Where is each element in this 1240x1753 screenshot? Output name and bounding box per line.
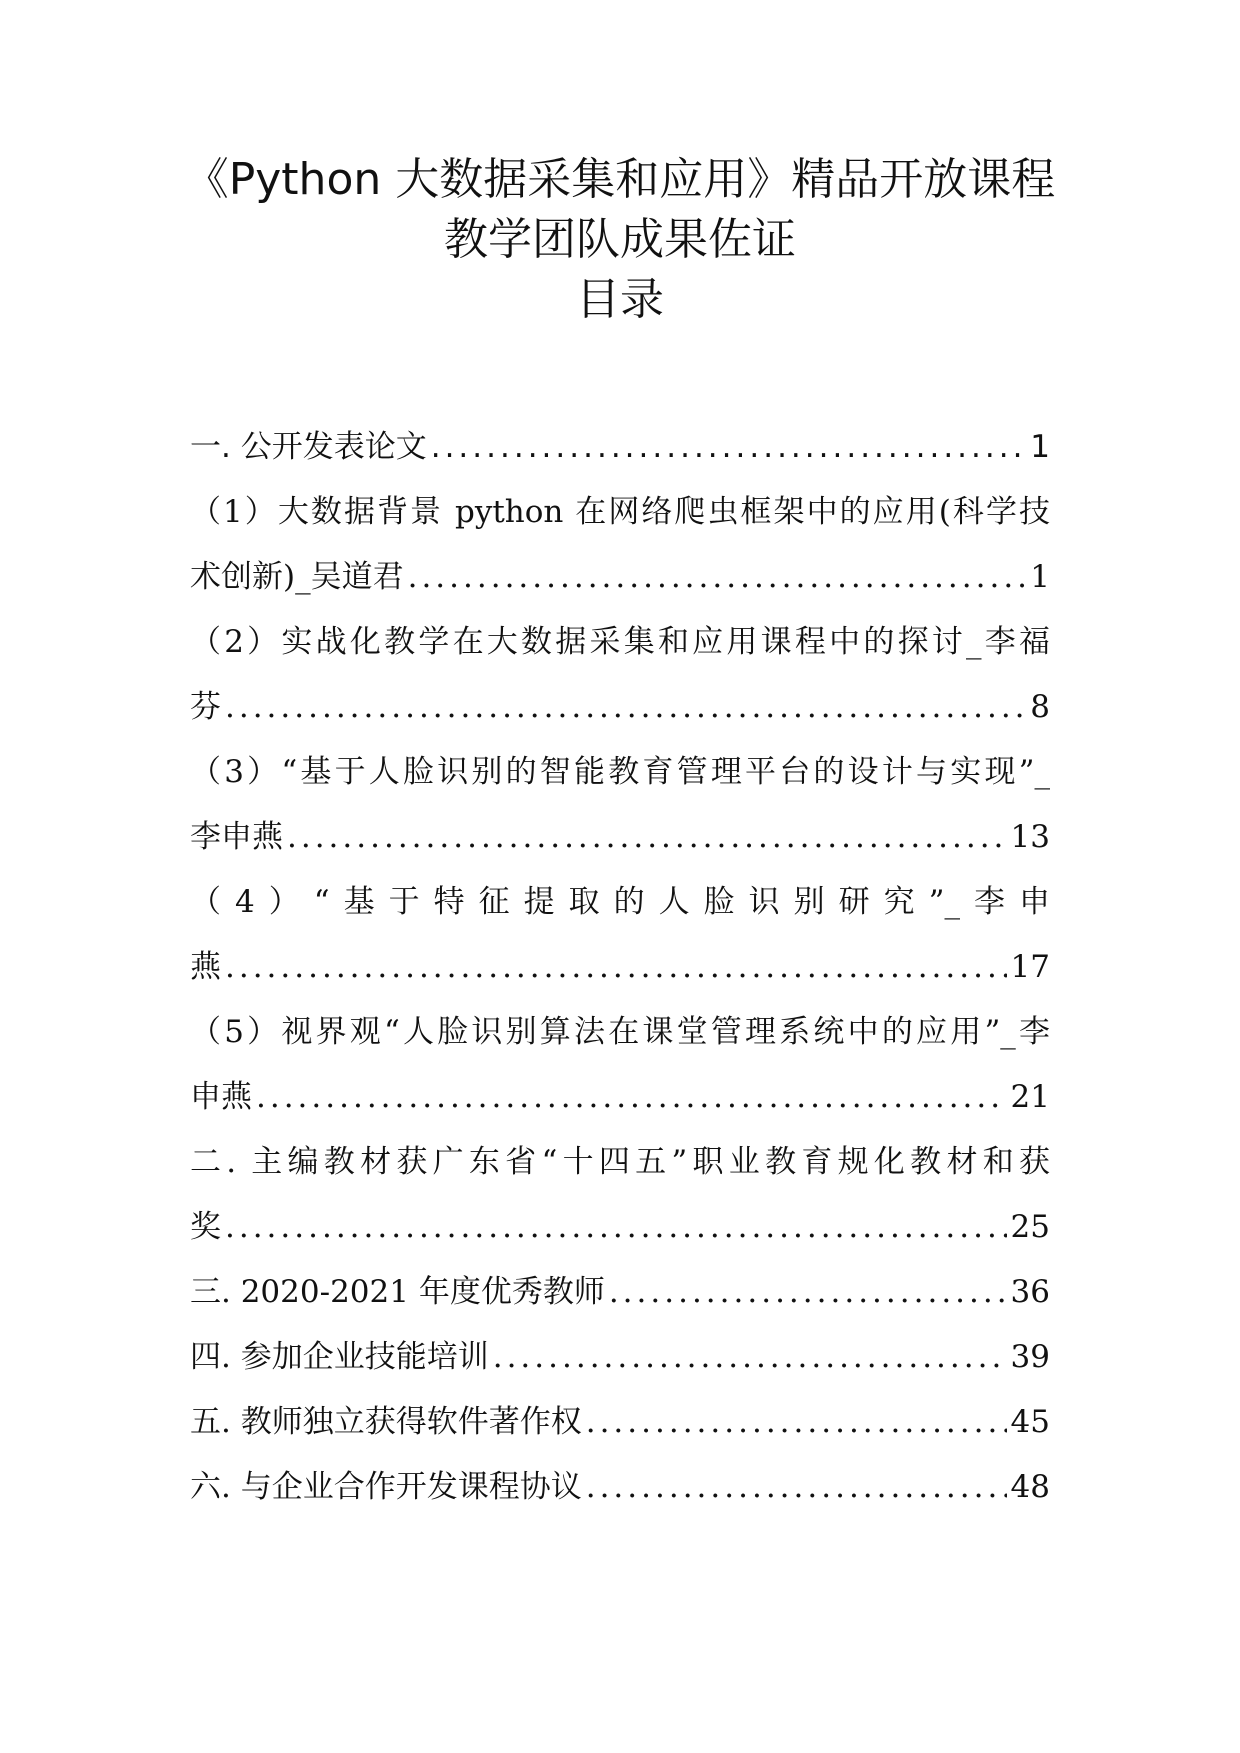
- toc-entry-text: 芬: [190, 689, 221, 725]
- toc-leader-dots: [609, 1260, 1007, 1325]
- toc-entry-text: 术创新)_吴道君: [190, 559, 404, 595]
- toc-entry-text: 李申燕: [190, 819, 283, 855]
- toc-leader-dots: [287, 805, 1007, 870]
- toc-entry-1-5-line1[interactable]: （5）视界观“人脸识别算法在课堂管理系统中的应用”_李: [190, 1014, 1050, 1050]
- toc-entry-page: 25: [1010, 1209, 1050, 1245]
- toc-entry-1-1-line1[interactable]: （1）大数据背景 python 在网络爬虫框架中的应用(科学技: [190, 494, 1050, 530]
- toc-leader-dots: [225, 935, 1007, 1000]
- toc-leader-dots: [493, 1325, 1007, 1390]
- toc-entry-text: 五. 教师独立获得软件著作权: [190, 1404, 582, 1440]
- document-title: 《Python 大数据采集和应用》精品开放课程: [184, 154, 1056, 205]
- toc-entry-4[interactable]: [190, 1325, 1050, 1390]
- toc-entry-1[interactable]: [190, 415, 1050, 480]
- toc-entry-page: 1: [1030, 429, 1050, 465]
- toc-entry-page: 1: [1030, 559, 1050, 595]
- toc-entry-text: 奖: [190, 1209, 221, 1245]
- toc-entry-page: 13: [1010, 819, 1050, 855]
- toc-entry-page: 48: [1010, 1469, 1050, 1505]
- toc-entry-page: 45: [1010, 1404, 1050, 1440]
- toc-entry-1-4-line1[interactable]: （4）“基于特征提取的人脸识别研究”_李申: [190, 884, 1050, 920]
- toc-entry-page: 17: [1010, 949, 1050, 985]
- toc-entry-page: 39: [1010, 1339, 1050, 1375]
- toc-entry-6[interactable]: [190, 1455, 1050, 1520]
- toc-entry-5[interactable]: [190, 1390, 1050, 1455]
- toc-entry-2-line2[interactable]: [190, 1195, 1050, 1260]
- document-subtitle: 教学团队成果佐证: [444, 214, 796, 265]
- toc-entry-text: 燕: [190, 949, 221, 985]
- toc-entry-1-3-line1[interactable]: （3）“基于人脸识别的智能教育管理平台的设计与实现”_: [190, 754, 1050, 790]
- toc-leader-dots: [586, 1455, 1007, 1520]
- toc-entry-1-2-line2[interactable]: [190, 675, 1050, 740]
- toc-entry-page: 8: [1030, 689, 1050, 725]
- toc-leader-dots: [225, 675, 1026, 740]
- toc-entry-3[interactable]: [190, 1260, 1050, 1325]
- toc-entry-text: 三. 2020-2021 年度优秀教师: [190, 1274, 605, 1310]
- toc-entry-page: 21: [1010, 1079, 1050, 1115]
- toc-heading: 目录: [576, 274, 664, 325]
- toc-entry-2-line1[interactable]: 二. 主编教材获广东省“十四五”职业教育规化教材和获: [190, 1144, 1050, 1180]
- toc-entry-text: 四. 参加企业技能培训: [190, 1339, 489, 1375]
- toc-leader-dots: [431, 415, 1027, 480]
- toc-entry-1-2-line1[interactable]: （2）实战化教学在大数据采集和应用课程中的探讨_李福: [190, 624, 1050, 660]
- title-block: [0, 150, 1240, 330]
- toc-entry-text: 一. 公开发表论文: [190, 429, 427, 465]
- toc-leader-dots: [408, 545, 1027, 610]
- toc-leader-dots: [586, 1390, 1007, 1455]
- toc-entry-1-5-line2[interactable]: [190, 1065, 1050, 1130]
- toc-entry-text: 申燕: [190, 1079, 252, 1115]
- toc-entry-1-3-line2[interactable]: [190, 805, 1050, 870]
- toc-entry-1-4-line2[interactable]: [190, 935, 1050, 1000]
- table-of-contents: [190, 415, 1050, 1520]
- toc-entry-1-1-line2[interactable]: [190, 545, 1050, 610]
- toc-leader-dots: [225, 1195, 1007, 1260]
- toc-entry-page: 36: [1010, 1274, 1050, 1310]
- toc-entry-text: 六. 与企业合作开发课程协议: [190, 1469, 582, 1505]
- toc-leader-dots: [256, 1065, 1007, 1130]
